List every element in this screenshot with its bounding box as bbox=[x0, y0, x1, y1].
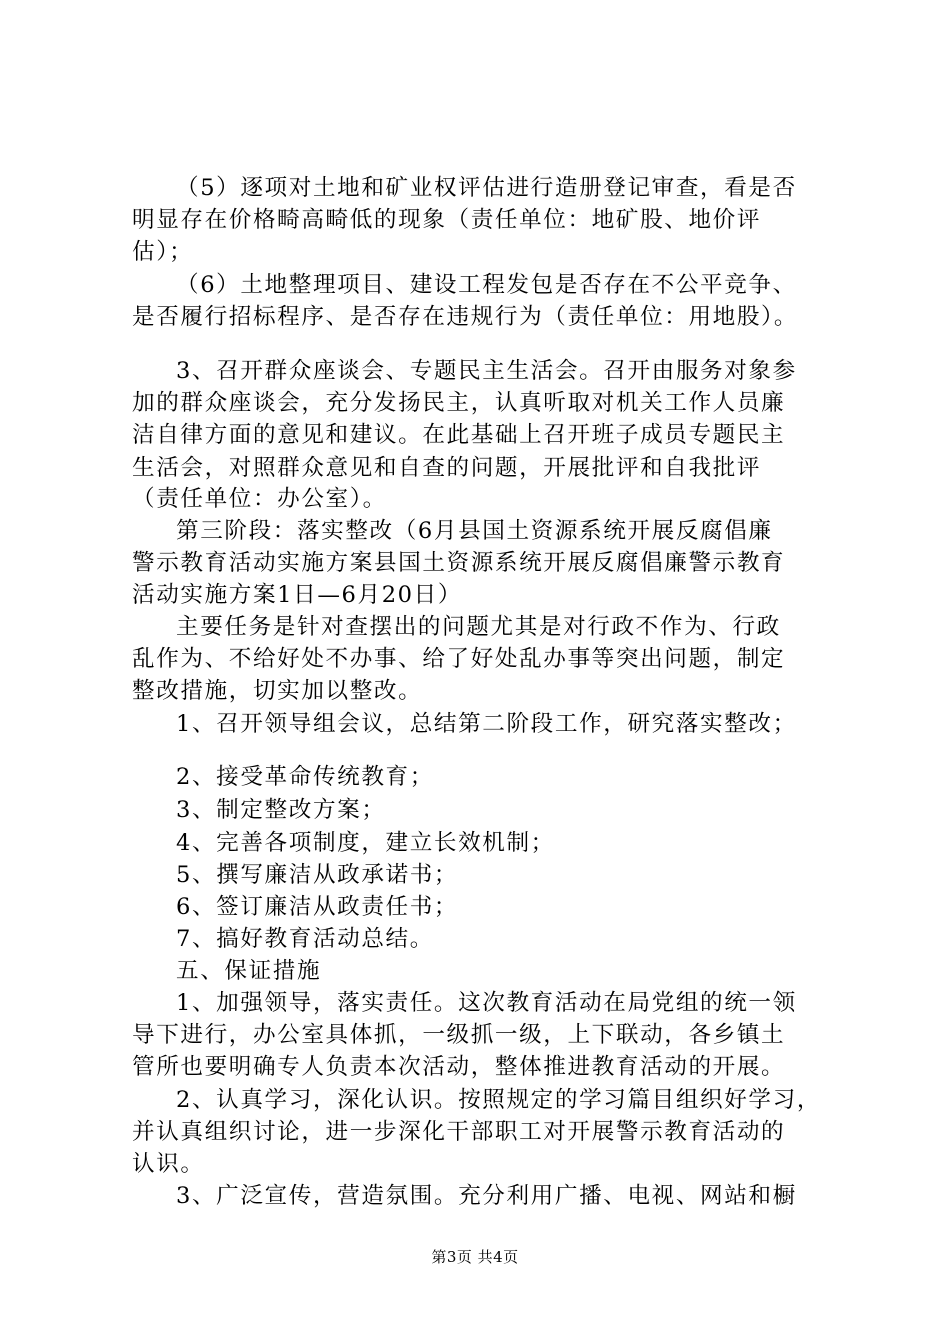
list-item: 6、签订廉洁从政责任书； bbox=[176, 894, 459, 920]
text-line: 3、召开群众座谈会、专题民主生活会。召开由服务对象参 bbox=[176, 358, 797, 384]
list-item: 7、搞好教育活动总结。 bbox=[176, 926, 434, 952]
text-line: 洁自律方面的意见和建议。在此基础上召开班子成员专题民主 bbox=[132, 422, 786, 448]
text-line: 管所也要明确专人负责本次活动，整体推进教育活动的开展。 bbox=[132, 1054, 786, 1080]
text-line: 警示教育活动实施方案县国土资源系统开展反腐倡廉警示教育 bbox=[132, 550, 786, 576]
text-line: 1、加强领导，落实责任。这次教育活动在局党组的统一领 bbox=[176, 990, 797, 1016]
list-item: 3、制定整改方案； bbox=[176, 797, 386, 823]
text-line: 生活会，对照群众意见和自查的问题，开展批评和自我批评 bbox=[132, 455, 762, 481]
list-item: 2、接受革命传统教育； bbox=[176, 764, 434, 790]
section-heading: 第三阶段：落实整改（6月县国土资源系统开展反腐倡廉 bbox=[176, 518, 773, 544]
text-line: （责任单位：办公室）。 bbox=[132, 486, 387, 512]
text-line: 3、广泛宣传，营造氛围。充分利用广播、电视、网站和橱 bbox=[176, 1183, 797, 1209]
text-line: （5）逐项对土地和矿业权评估进行造册登记审查，看是否 bbox=[176, 175, 797, 201]
page-number-footer: 第3页 共4页 bbox=[431, 1248, 519, 1266]
text-line: 2、认真学习，深化认识。按照规定的学习篇目组织好学习， bbox=[176, 1087, 822, 1113]
text-line: 导下进行，办公室具体抓，一级抓一级，上下联动，各乡镇土 bbox=[132, 1022, 786, 1048]
text-line: 整改措施，切实加以整改。 bbox=[132, 678, 423, 704]
text-line: 明显存在价格畸高畸低的现象（责任单位：地矿股、地价评 bbox=[132, 207, 762, 233]
list-item: 5、撰写廉洁从政承诺书； bbox=[176, 862, 459, 888]
section-heading: 五、保证措施 bbox=[176, 958, 322, 984]
text-line: 是否履行招标程序、是否存在违规行为（责任单位：用地股）。 bbox=[132, 304, 799, 330]
text-line: 主要任务是针对查摆出的问题尤其是对行政不作为、行政 bbox=[176, 614, 781, 640]
text-line: 活动实施方案1日—6月20日） bbox=[132, 582, 463, 608]
text-line: （6）土地整理项目、建设工程发包是否存在不公平竞争、 bbox=[176, 272, 797, 298]
text-line: 乱作为、不给好处不办事、给了好处乱办事等突出问题，制定 bbox=[132, 646, 786, 672]
text-line: 认识。 bbox=[132, 1151, 205, 1177]
list-item: 1、召开领导组会议，总结第二阶段工作，研究落实整改； bbox=[176, 711, 797, 737]
text-line: 加的群众座谈会，充分发扬民主，认真听取对机关工作人员廉 bbox=[132, 390, 786, 416]
list-item: 4、完善各项制度，建立长效机制； bbox=[176, 830, 555, 856]
text-line: 估）； bbox=[132, 239, 194, 265]
text-line: 并认真组织讨论，进一步深化干部职工对开展警示教育活动的 bbox=[132, 1119, 786, 1145]
